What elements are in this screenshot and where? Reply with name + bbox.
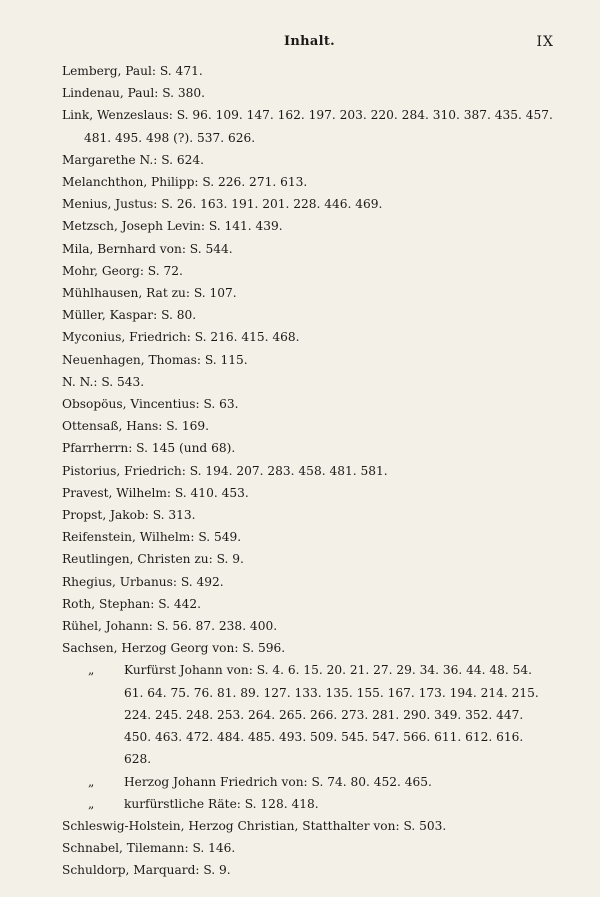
index-entry: Rhegius, Urbanus: S. 492. [62,574,224,589]
index-entry: Reifenstein, Wilhelm: S. 549. [62,530,242,545]
index-sub-entry [62,771,554,793]
ditto-mark: „ [88,774,95,789]
index-entry: Neuenhagen, Thomas: S. 115. [62,352,248,367]
sub-entry-text: kurfürstliche Räte: S. 128. 418. [124,796,319,811]
index-entry: Link, Wenzeslaus: S. 96. 109. 147. 162. 197. 203. 220. 284. 310. 387. 435. 457. 481. 495. 498 (?). 537. 626. [62,108,553,145]
index-entry: Metzsch, Joseph Levin: S. 141. 439. [62,219,283,234]
index-entry: Schleswig-Holstein, Herzog Christian, Statthalter von: S. 503. [62,818,447,833]
index-entry: Pistorius, Friedrich: S. 194. 207. 283. 458. 481. 581. [62,463,388,478]
page-number: IX [536,34,554,50]
index-entry: Mila, Bernhard von: S. 544. [62,241,233,256]
index-sub-entry [62,659,554,770]
index-entry: Lemberg, Paul: S. 471. [62,64,203,78]
index-entry: Müller, Kaspar: S. 80. [62,308,197,323]
index-entry: Melanchthon, Philipp: S. 226. 271. 613. [62,175,308,190]
index-entry: Sachsen, Herzog Georg von: S. 596. [62,641,286,656]
index-entry: Schuldorp, Marquard: S. 9. [62,863,231,878]
index-entry: Ottensaß, Hans: S. 169. [62,419,210,434]
index-entry: Obsopöus, Vincentius: S. 63. [62,397,239,412]
index-entry: Lindenau, Paul: S. 380. [62,86,206,101]
index-entry: Roth, Stephan: S. 442. [62,596,202,611]
index-entry: Rühel, Johann: S. 56. 87. 238. 400. [62,619,278,634]
ditto-mark: „ [88,663,95,678]
index-entry: Propst, Jakob: S. 313. [62,508,196,523]
sub-entry-text: Herzog Johann Friedrich von: S. 74. 80. 452. 465. [124,774,432,789]
ditto-mark: „ [88,796,95,811]
index-entry: Myconius, Friedrich: S. 216. 415. 468. [62,330,300,345]
index-sub-entry [62,793,554,815]
index-entry: Mohr, Georg: S. 72. [62,263,183,278]
sub-entry-text: Kurfürst Johann von: S. 4. 6. 15. 20. 21. 27. 29. 34. 36. 44. 48. 54. 61. 64. 75. 76. 81. 89. 127. 133. 135. 155. 167. 173. 194. 214. 215. 224. 245. 248. 253. 264. 265. 266. 273. 281. 290. 349. 352. 447. 450. 463. 472. 484. 485. 493. 509. 545. 547. 566. 611. 612. 616. 628. [124,663,539,767]
index-entry: Reutlingen, Christen zu: S. 9. [62,552,244,567]
page-header [62,34,554,56]
index-entry: Margarethe N.: S. 624. [62,152,205,167]
index-entry: Mühlhausen, Rat zu: S. 107. [62,286,237,301]
index-entry: N. N.: S. 543. [62,374,145,389]
running-title: Inhalt. [284,34,335,49]
index-entry: Pfarrherrn: S. 145 (und 68). [62,441,236,456]
index-entry: Schnabel, Tilemann: S. 146. [62,841,236,856]
index-list [62,60,554,882]
index-entry: Pravest, Wilhelm: S. 410. 453. [62,485,249,500]
index-entry: Menius, Justus: S. 26. 163. 191. 201. 228. 446. 469. [62,197,383,212]
